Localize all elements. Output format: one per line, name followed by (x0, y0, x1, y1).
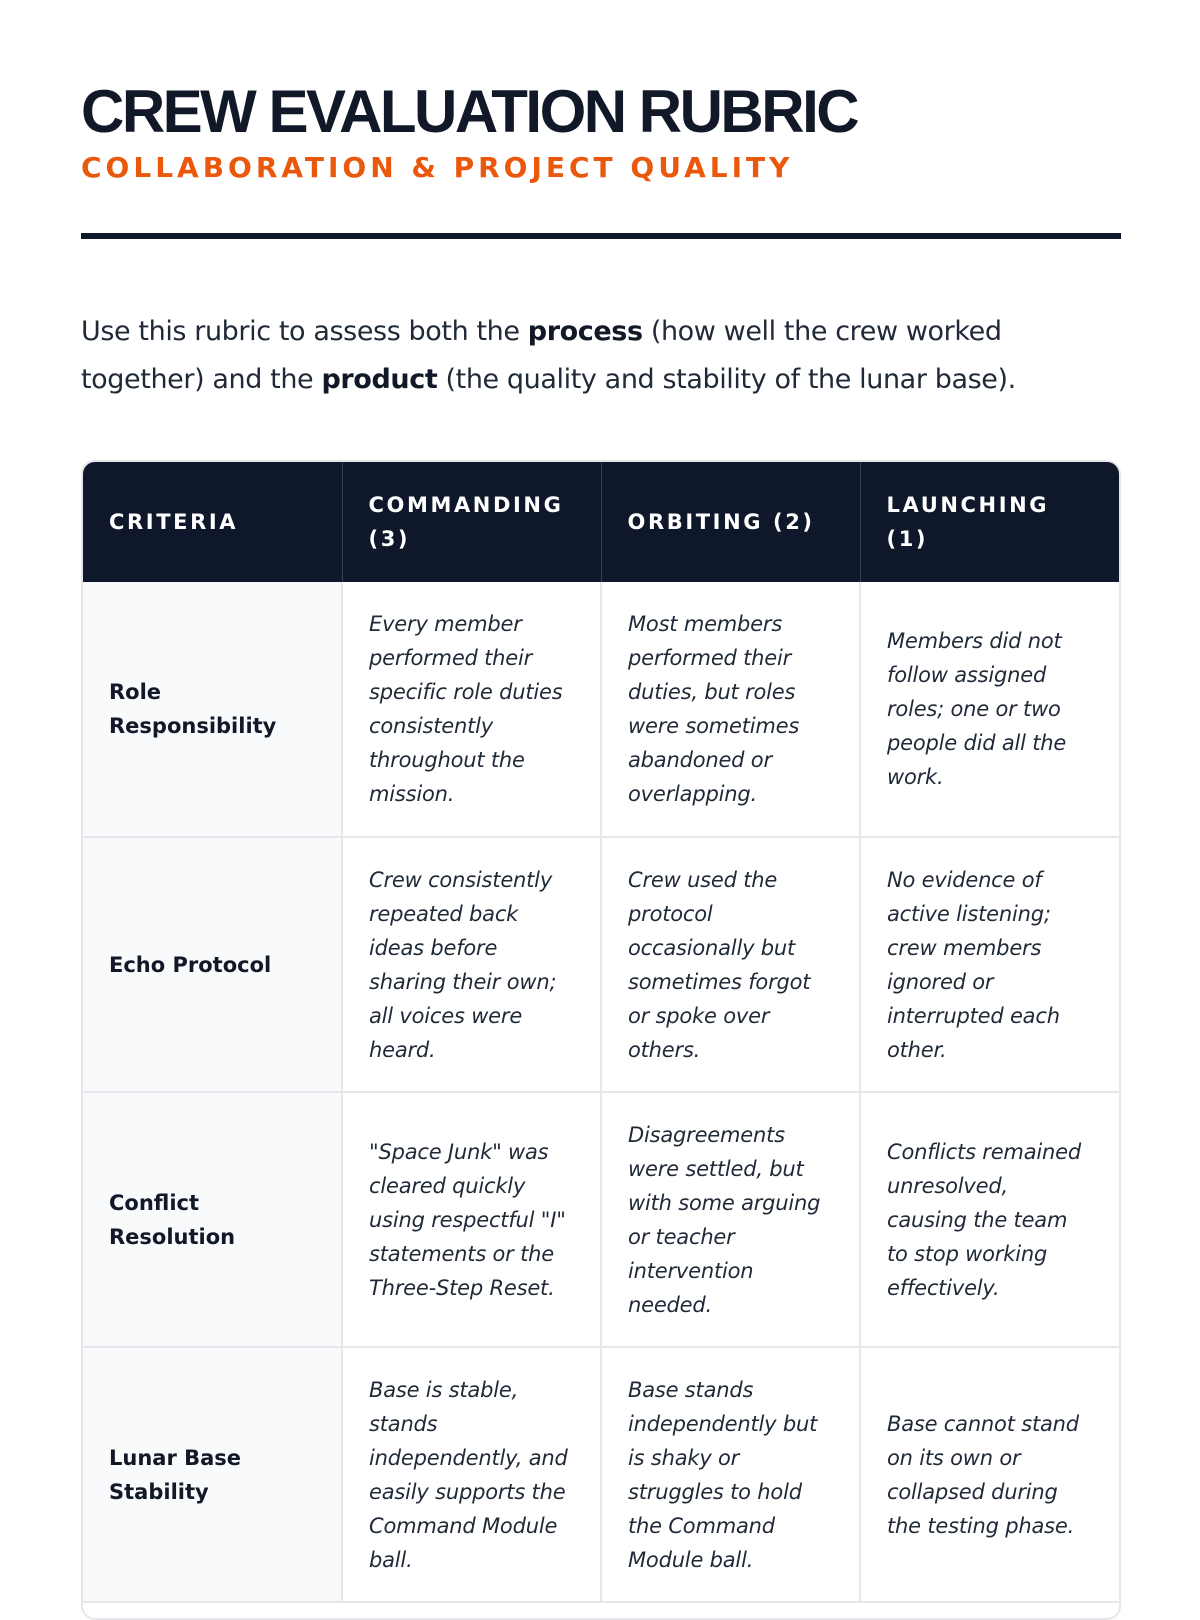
launching-cell: Members did not follow assigned roles; one or two people did all the work. (860, 582, 1119, 837)
page-title: CREW EVALUATION RUBRIC (81, 78, 858, 145)
launching-cell: No evidence of active listening; crew members ignored or interrupted each other. (860, 837, 1119, 1092)
criteria-cell: Conflict Resolution (83, 1092, 342, 1347)
criteria-cell: Lunar Base Stability (83, 1347, 342, 1602)
orbiting-cell: Crew used the protocol occasionally but sometimes forgot or spoke over others. (601, 837, 860, 1092)
intro-text: Use this rubric to assess both the (81, 316, 528, 347)
header-orbiting: ORBITING (2) (601, 462, 860, 582)
commanding-cell: "Space Junk" was cleared quickly using respectful "I" statements or the Three-Step Reset. (342, 1092, 601, 1347)
commanding-cell: Crew consistently repeated back ideas before sharing their own; all voices were heard. (342, 837, 601, 1092)
intro-bold-process: process (527, 316, 643, 347)
intro-bold-product: product (321, 364, 438, 395)
table-row (83, 1092, 1119, 1347)
launching-cell: Base cannot stand on its own or collapsed during the testing phase. (860, 1347, 1119, 1602)
commanding-cell: Base is stable, stands independently, and easily supports the Command Module ball. (342, 1347, 601, 1602)
header-launching: LAUNCHING (1) (860, 462, 1119, 582)
header-commanding: COMMANDING (3) (342, 462, 601, 582)
table-row (83, 837, 1119, 1092)
orbiting-cell: Disagreements were settled, but with some arguing or teacher intervention needed. (601, 1092, 860, 1347)
commanding-cell: Every member performed their specific role duties consistently throughout the mission. (342, 582, 601, 837)
criteria-cell: Role Responsibility (83, 582, 342, 837)
table-row (83, 1347, 1119, 1602)
table-row (83, 582, 1119, 837)
intro-text: (how well the crew worked together) and the (81, 316, 1002, 395)
title-divider (81, 233, 1121, 239)
launching-cell: Conflicts remained unresolved, causing the team to stop working effectively. (860, 1092, 1119, 1347)
orbiting-cell: Most members performed their duties, but roles were sometimes abandoned or overlapping. (601, 582, 860, 837)
orbiting-cell: Base stands independently but is shaky or struggles to hold the Command Module ball. (601, 1347, 860, 1602)
intro-text: (the quality and stability of the lunar base). (437, 364, 1016, 395)
page-subtitle: COLLABORATION & PROJECT QUALITY (81, 151, 794, 184)
criteria-cell: Echo Protocol (83, 837, 342, 1092)
header-criteria: CRITERIA (83, 462, 342, 582)
rubric-table-container (81, 460, 1121, 1620)
intro-paragraph (81, 308, 1121, 404)
table-header-row (83, 462, 1119, 582)
rubric-table (83, 462, 1119, 1603)
